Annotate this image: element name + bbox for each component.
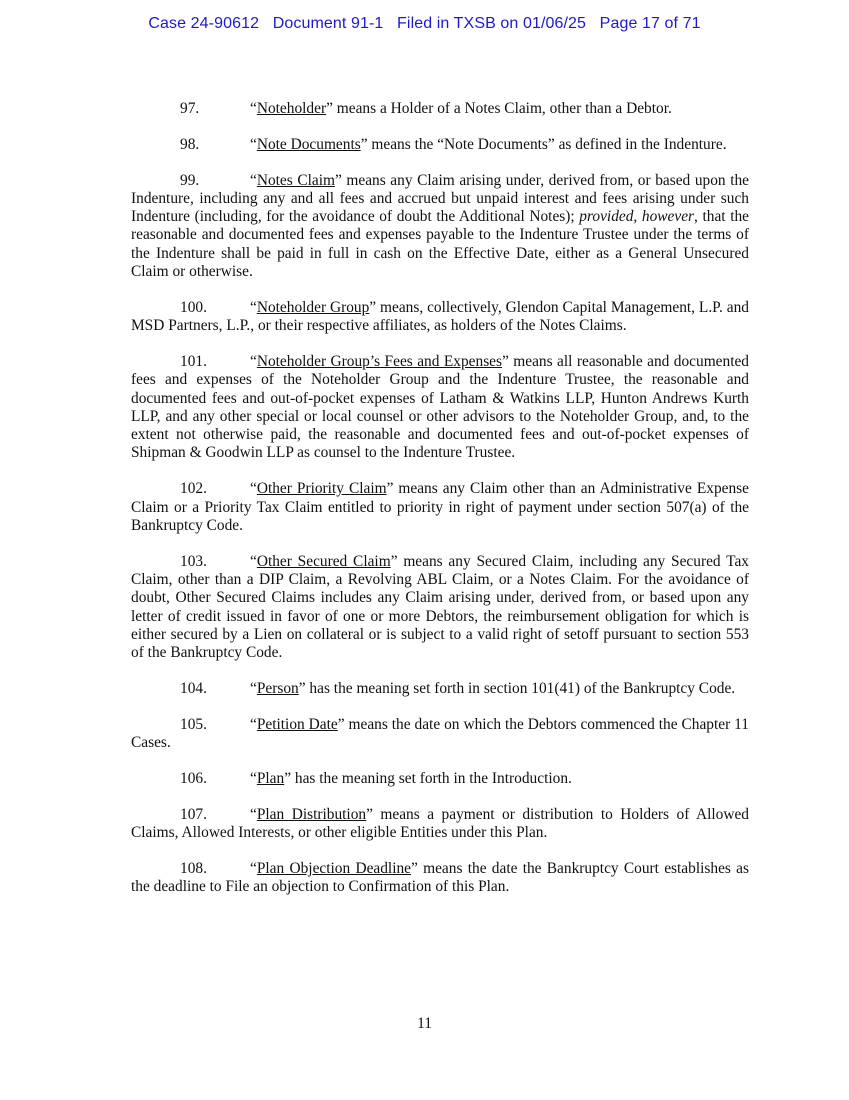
definition-paragraph-107 xyxy=(131,806,749,843)
definition-text: ” means the “Note Documents” as defined in the Indenture. xyxy=(360,135,727,153)
defined-term: Plan Objection Deadline xyxy=(256,859,412,877)
open-quote: “ xyxy=(250,715,257,733)
open-quote: “ xyxy=(250,805,257,823)
paragraph-number: 102. xyxy=(180,480,207,498)
defined-term: Other Secured Claim xyxy=(256,552,391,570)
paragraph-number: 101. xyxy=(180,352,207,370)
open-quote: “ xyxy=(250,352,257,370)
defined-term: Noteholder Group’s Fees and Expenses xyxy=(256,352,503,370)
definition-text: ” means the date on which the Debtors commenced the Chapter 11 Cases. xyxy=(131,715,749,752)
definition-paragraph-104 xyxy=(131,680,749,698)
paragraph-number: 100. xyxy=(180,298,207,316)
open-quote: “ xyxy=(250,769,257,787)
court-filing-header: Case 24-90612 Document 91-1 Filed in TXSB on 01/06/25 Page 17 of 71 xyxy=(148,15,701,32)
definition-text: ” means any Secured Claim, including any Secured Tax Claim, other than a DIP Claim, a Revolving ABL Claim, or a Notes Claim. For the avoidance of doubt, Other Secured Claims includes any Claim arising under, derived from, or based upon any letter of credit issued in favor of one or more Debtors, the reimbursement obligation for which is either secured by a Lien on collateral or is subject to a valid right of setoff pursuant to section 553 of the Bankruptcy Code. xyxy=(131,552,749,662)
definition-paragraph-100 xyxy=(131,299,749,336)
open-quote: “ xyxy=(250,480,257,498)
definition-paragraph-103 xyxy=(131,553,749,663)
definition-paragraph-101 xyxy=(131,353,749,463)
open-quote: “ xyxy=(250,171,257,189)
defined-term: Note Documents xyxy=(256,135,361,153)
defined-term: Plan xyxy=(256,769,285,787)
definitions-body xyxy=(131,100,749,914)
page-number: 11 xyxy=(417,1015,432,1032)
defined-term: Petition Date xyxy=(256,715,338,733)
definition-text: ” means all reasonable and documented fees and expenses of the Noteholder Group and the Indenture Trustee, the reasonable and documented fees and out-of-pocket expenses of Latham & Watkins LLP, Hunton Andrews Kurth LLP, and any other special or local counsel or other advisors to the Noteholder Group, and, to the extent not otherwise paid, the reasonable and documented fees and out-of-pocket expenses of Shipman & Goodwin LLP as counsel to the Indenture Trustee. xyxy=(131,352,750,462)
definition-text: ” means, collectively, Glendon Capital Management, L.P. and MSD Partners, L.P., or their respective affiliates, as holders of the Notes Claims. xyxy=(131,298,749,335)
paragraph-number: 107. xyxy=(180,805,207,823)
paragraph-number: 104. xyxy=(180,679,207,697)
definition-text: ” means the date the Bankruptcy Court establishes as the deadline to File an objection to Confirmation of this Plan. xyxy=(131,859,749,895)
paragraph-number: 108. xyxy=(180,859,207,877)
definition-paragraph-105 xyxy=(131,716,749,753)
definition-paragraph-98 xyxy=(131,136,749,154)
definition-italic-text: provided, however xyxy=(579,208,695,226)
open-quote: “ xyxy=(250,135,257,153)
paragraph-number: 103. xyxy=(180,552,207,570)
definition-text: ” has the meaning set forth in the Introduction. xyxy=(284,769,572,787)
defined-term: Plan Distribution xyxy=(256,805,367,823)
paragraph-number: 98. xyxy=(180,135,200,153)
definition-text: ” has the meaning set forth in section 101(41) of the Bankruptcy Code. xyxy=(298,679,736,697)
open-quote: “ xyxy=(250,552,257,570)
defined-term: Other Priority Claim xyxy=(256,480,387,498)
paragraph-number: 106. xyxy=(180,769,207,787)
definition-paragraph-97 xyxy=(131,100,749,118)
definition-text: ” means a Holder of a Notes Claim, other than a Debtor. xyxy=(326,100,672,117)
paragraph-number: 105. xyxy=(180,715,207,733)
open-quote: “ xyxy=(250,100,257,117)
defined-term: Noteholder xyxy=(256,100,327,117)
defined-term: Person xyxy=(256,679,299,697)
defined-term: Noteholder Group xyxy=(256,298,370,316)
paragraph-number: 99. xyxy=(180,171,200,189)
open-quote: “ xyxy=(250,679,257,697)
definition-text: ” means any Claim arising under, derived from, or based upon the Indenture, including any and all fees and accrued but unpaid interest and fees arising under such Indenture (including, for the avoidance of doubt the Additional Notes); xyxy=(131,171,749,226)
definition-paragraph-102 xyxy=(131,480,749,535)
definition-paragraph-99 xyxy=(131,172,749,282)
definition-text: ” means a payment or distribution to Holders of Allowed Claims, Allowed Interests, or other eligible Entities under this Plan. xyxy=(131,805,749,841)
definition-paragraph-106 xyxy=(131,770,749,788)
definition-text-continued: , that the reasonable and documented fees and expenses payable to the Indenture Trustee under the terms of the Indenture shall be paid in full in cash on the Effective Date, either as a General Unsecured Claim or otherwise. xyxy=(131,208,749,281)
definition-text: ” means any Claim other than an Administrative Expense Claim or a Priority Tax Claim entitled to priority in right of payment under section 507(a) of the Bankruptcy Code. xyxy=(131,480,749,534)
open-quote: “ xyxy=(250,859,257,877)
open-quote: “ xyxy=(250,298,257,316)
defined-term: Notes Claim xyxy=(256,171,335,189)
paragraph-number: 97. xyxy=(180,100,200,117)
definition-paragraph-108 xyxy=(131,860,749,897)
